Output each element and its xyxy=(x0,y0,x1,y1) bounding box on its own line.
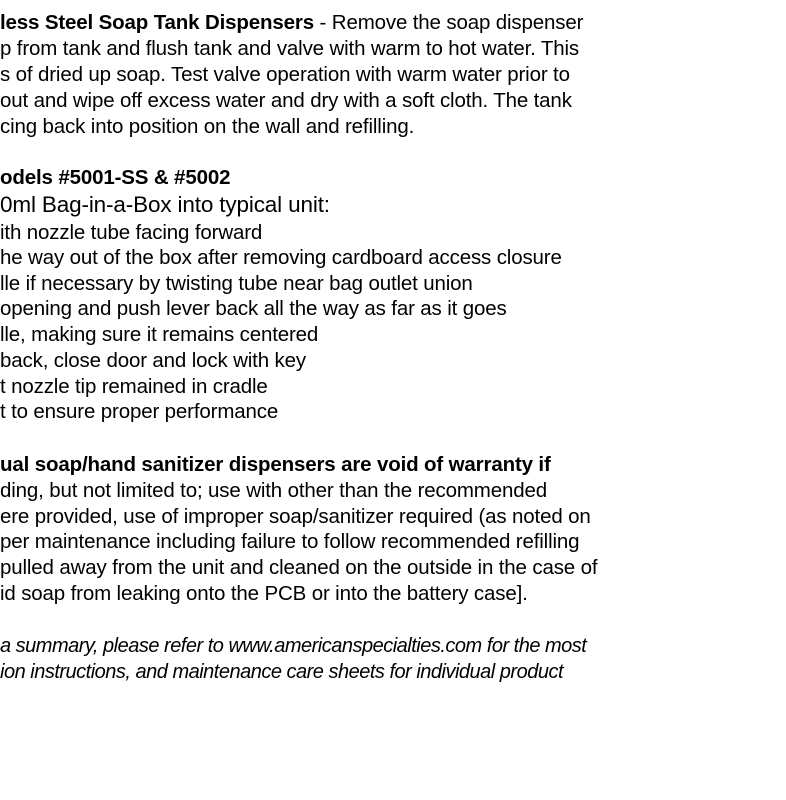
warranty-text: pulled away from the unit and cleaned on the outside in the case of xyxy=(0,556,598,579)
install-step: back, close door and lock with key xyxy=(0,349,306,372)
tank-section-text: cing back into position on the wall and refilling. xyxy=(0,115,415,138)
warranty-text: ding, but not limited to; use with other than the recommended xyxy=(0,479,547,502)
footer-note-line: ion instructions, and maintenance care sheets for individual product xyxy=(0,661,564,683)
warranty-text: id soap from leaking onto the PCB or into the battery case]. xyxy=(0,582,528,605)
warranty-text: per maintenance including failure to follow recommended refilling xyxy=(0,530,580,553)
tank-section-heading: less Steel Soap Tank Dispensers xyxy=(0,11,315,34)
tank-section-text: out and wipe off excess water and dry with a soft cloth. The tank xyxy=(0,89,572,112)
tank-section-text: s of dried up soap. Test valve operation with warm water prior to xyxy=(0,63,570,86)
footer-note-line: a summary, please refer to www.americanspecialties.com for the most xyxy=(0,635,587,657)
models-section-heading: odels #5001-SS & #5002 xyxy=(0,166,231,189)
install-step: t to ensure proper performance xyxy=(0,400,279,423)
install-step: t nozzle tip remained in cradle xyxy=(0,375,268,398)
install-step: lle if necessary by twisting tube near bag outlet union xyxy=(0,272,473,295)
tank-section-text: p from tank and flush tank and valve with warm to hot water. This xyxy=(0,37,579,60)
warranty-section-heading: ual soap/hand sanitizer dispensers are void of warranty if xyxy=(0,453,551,476)
install-step: ith nozzle tube facing forward xyxy=(0,221,263,244)
tank-section-text: - Remove the soap dispenser xyxy=(314,11,584,34)
install-step: opening and push lever back all the way as far as it goes xyxy=(0,297,507,320)
models-section-subheading: 0ml Bag-in-a-Box into typical unit: xyxy=(0,192,330,217)
install-step: lle, making sure it remains centered xyxy=(0,323,319,346)
install-step: he way out of the box after removing cardboard access closure xyxy=(0,246,562,269)
warranty-text: ere provided, use of improper soap/sanitizer required (as noted on xyxy=(0,505,591,528)
tank-section-first-line xyxy=(0,10,583,36)
